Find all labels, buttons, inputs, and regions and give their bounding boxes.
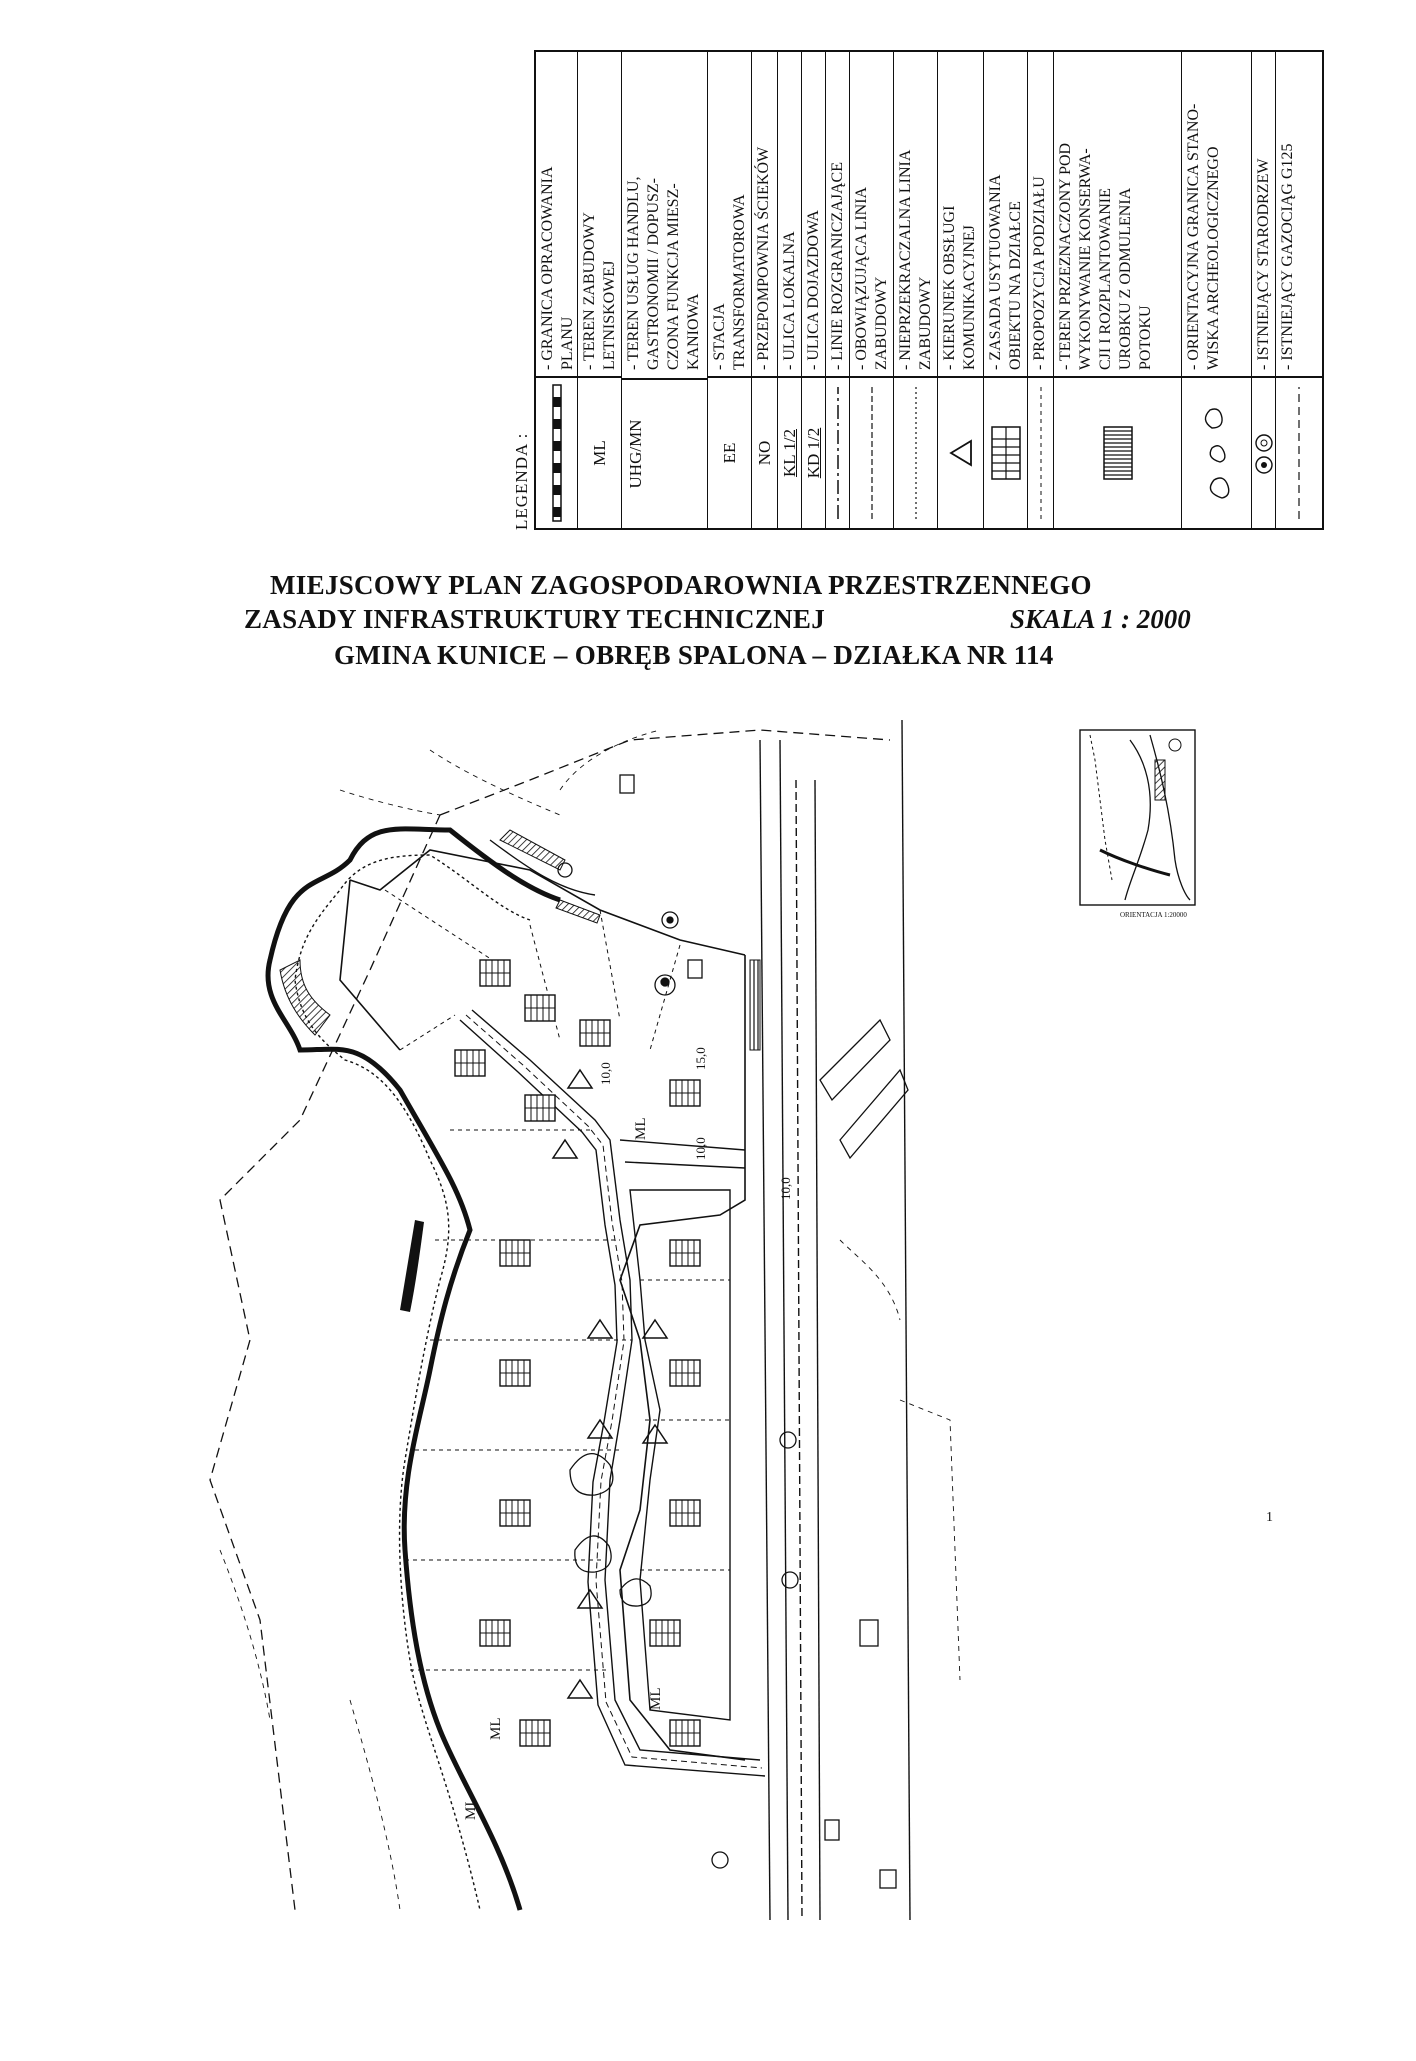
legend-description: - TEREN ZABUDOWY LETNISKOWEJ — [581, 212, 618, 370]
legend-row — [1252, 52, 1276, 528]
triangle-icon — [938, 376, 983, 528]
orientation-inset — [1080, 730, 1195, 919]
site-plan-map — [200, 720, 1330, 1920]
hatched-area-icon — [1054, 376, 1181, 528]
legend-symbol: NO — [752, 376, 777, 528]
road-width-label: 10,0 — [598, 1062, 613, 1085]
plan-location: GMINA KUNICE – OBRĘB SPALONA – DZIAŁKA NR 114 — [334, 640, 1054, 670]
legend-symbol-division-proposal — [1028, 376, 1053, 528]
legend-row — [1028, 52, 1054, 528]
legend-description: - OBOWIĄZUJĄCA LINIA ZABUDOWY — [853, 186, 890, 370]
legend-row — [826, 52, 850, 528]
legend-row — [802, 52, 826, 528]
legend-symbol-mandatory-building-line — [850, 376, 893, 528]
page-mark: 1 — [1266, 1510, 1273, 1525]
plan-subtitle: ZASADY INFRASTRUKTURY TECHNICZNEJ — [244, 604, 826, 634]
inset-label: ORIENTACJA 1:20000 — [1120, 911, 1187, 919]
legend-row — [1276, 52, 1322, 528]
legend-symbol-plan-boundary — [536, 376, 577, 528]
legend-row — [578, 52, 622, 528]
legend-symbol-boundary-lines — [826, 376, 849, 528]
legend-description: - TEREN PRZEZNACZONY POD WYKONYWANIE KONSERWA- CJI I ROZPLANTOWANIE UROBKU Z ODMULENIA POTOKU — [1057, 142, 1154, 370]
zone-label: ML — [488, 1717, 504, 1740]
legend-row — [1182, 52, 1252, 528]
old-trees-icon — [1252, 376, 1275, 528]
legend-row — [984, 52, 1028, 528]
division-lines — [385, 890, 730, 1670]
legend-symbol: KL 1/2 — [778, 376, 801, 528]
access-road — [460, 1010, 765, 1776]
scale-label: SKALA 1 : 2000 — [1010, 604, 1191, 634]
legend-description: - PRZEPOMPOWNIA ŚCIEKÓW — [755, 146, 772, 370]
gas-pipeline-icon — [1276, 376, 1322, 528]
zone-label: ML — [648, 1687, 664, 1710]
building-placements — [455, 960, 700, 1746]
archaeological-site-icon — [1182, 376, 1251, 528]
legend-description: - PROPOZYCJA PODZIAŁU — [1031, 176, 1048, 370]
legend-table — [534, 50, 1324, 530]
legend-description: - KIERUNEK OBSŁUGI KOMUNIKACYJNEJ — [941, 205, 978, 370]
legend-row — [850, 52, 894, 528]
legend-symbol: KD 1/2 — [802, 376, 825, 528]
legend — [512, 50, 1332, 530]
legend-description: - LINIE ROZGRANICZAJĄCE — [829, 162, 846, 370]
legend-row — [1054, 52, 1182, 528]
legend-symbol-non-exceedable-building-line — [894, 376, 937, 528]
building-placement-icon — [984, 376, 1027, 528]
zone-label: ML — [463, 1797, 479, 1820]
road-width-label: 10,0 — [693, 1137, 708, 1160]
creek-bank — [268, 829, 595, 1910]
legend-description: - ULICA LOKALNA — [781, 231, 798, 370]
legend-row — [778, 52, 802, 528]
legend-description: - ORIENTACYJNA GRANICA STANO- WISKA ARCHEOLOGICZNEGO — [1185, 103, 1222, 370]
legend-row — [708, 52, 752, 528]
legend-description: - STACJA TRANSFORMATOROWA — [711, 194, 748, 370]
legend-description: - ISTNIEJĄCY STARODRZEW — [1255, 158, 1272, 370]
legend-symbol: UHG/MN — [622, 378, 707, 528]
legend-description: - TEREN USŁUG HANDLU, GASTRONOMII / DOPUSZ- CZONA FUNKCJA MIESZ- KANIOWA — [625, 176, 702, 370]
legend-title: LEGENDA : — [512, 432, 531, 530]
legend-description: - GRANICA OPRACOWANIA PLANU — [539, 166, 576, 370]
legend-row — [536, 52, 578, 528]
legend-row — [622, 52, 708, 528]
road-width-label: 15,0 — [693, 1047, 708, 1070]
legend-row — [938, 52, 984, 528]
legend-symbol: EE — [708, 376, 751, 528]
road-width-label: 10,0 — [778, 1177, 793, 1200]
zone-label: ML — [633, 1117, 649, 1140]
legend-row — [894, 52, 938, 528]
legend-description: - ULICA DOJAZDOWA — [805, 210, 822, 370]
legend-description: - ZASADA USYTUOWANIA OBIEKTU NA DZIAŁCE — [987, 174, 1024, 370]
legend-panel — [512, 30, 1332, 530]
terrain-lines — [220, 730, 960, 1910]
legend-row — [752, 52, 778, 528]
legend-description: - NIEPRZEKRACZALNA LINIA ZABUDOWY — [897, 149, 934, 370]
main-road — [760, 720, 910, 1920]
legend-symbol: ML — [578, 376, 621, 528]
plan-title: MIEJSCOWY PLAN ZAGOSPODAROWNIA PRZESTRZENNEGO — [270, 570, 1092, 600]
legend-description: - ISTNIEJĄCY GAZOCIĄG G125 — [1279, 143, 1296, 370]
development-area — [340, 850, 745, 1760]
